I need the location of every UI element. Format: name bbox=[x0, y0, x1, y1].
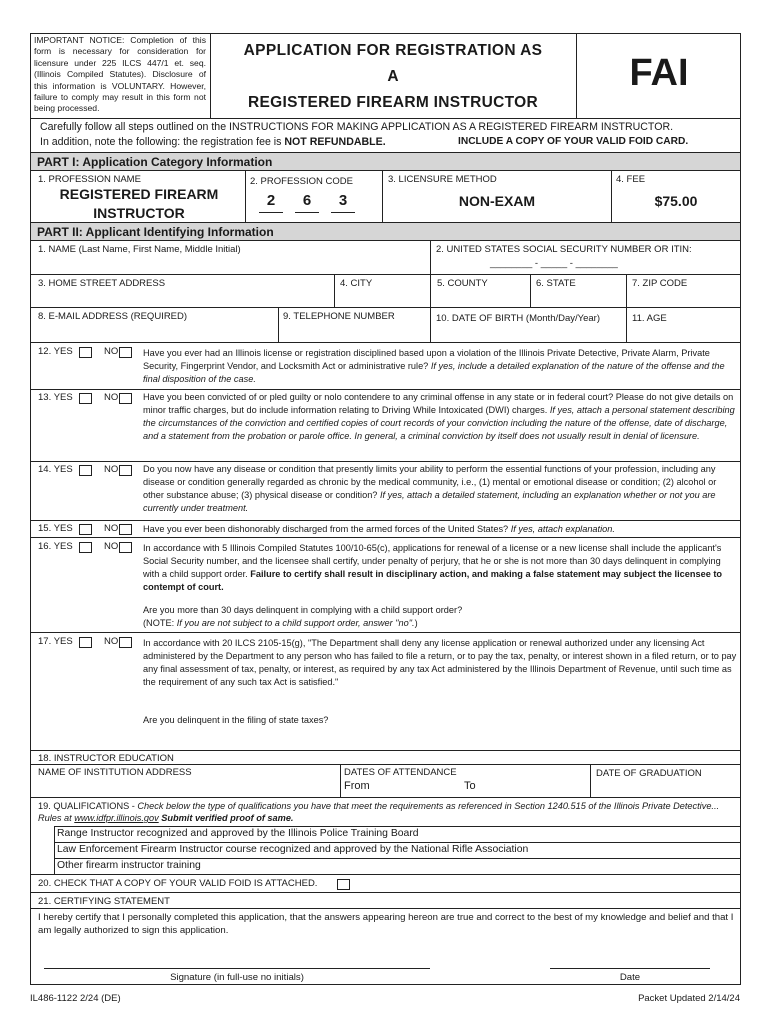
q16-no-label: NO bbox=[104, 541, 119, 552]
city-label: 4. CITY bbox=[340, 278, 373, 289]
qualifications-title bbox=[38, 800, 738, 824]
header-bottom-rule bbox=[30, 118, 741, 119]
qualification-option-nra[interactable]: Law Enforcement Firearm Instructor course recognized and approved by the National Rifle Association bbox=[57, 844, 529, 855]
q14-num bbox=[38, 464, 73, 475]
q17-rule bbox=[30, 750, 741, 751]
q15-text bbox=[143, 523, 739, 536]
part1-title: PART I: Application Category Information bbox=[37, 155, 273, 169]
q14-no-label: NO bbox=[104, 464, 119, 475]
form-title-line2: A bbox=[387, 68, 399, 85]
q17-number: 17. bbox=[38, 636, 52, 647]
packet-updated: Packet Updated 2/14/24 bbox=[638, 993, 740, 1004]
qualification-option-other[interactable]: Other firearm instructor training bbox=[57, 860, 201, 871]
q16-body: In accordance with 5 Illinois Compiled Statutes 100/10-65(c), applications for renewal of a license or a new license shall include the applicant's Social Security number, and the licensee shall certify, under penalty of perjury, that he or she is not more than 30 days delinquent in complying with a child support order. bbox=[143, 543, 722, 579]
profession-code-label: 2. PROFESSION CODE bbox=[250, 176, 353, 187]
age-label: 11. AGE bbox=[632, 313, 667, 324]
q15-no-checkbox[interactable] bbox=[119, 524, 132, 535]
state-label: 6. STATE bbox=[536, 278, 576, 289]
part2-header bbox=[31, 222, 740, 241]
q16-note-text: If you are not subject to a child support order, answer "no". bbox=[176, 618, 415, 628]
p2-rule1 bbox=[30, 274, 741, 275]
q16-number: 16. bbox=[38, 541, 52, 552]
qualification-option-range[interactable]: Range Instructor recognized and approved by the Illinois Police Training Board bbox=[57, 828, 419, 839]
q15-no-label: NO bbox=[104, 523, 119, 534]
profession-name-line2: INSTRUCTOR bbox=[93, 205, 185, 221]
q15-yes-label: YES bbox=[53, 523, 73, 534]
profession-name-label: 1. PROFESSION NAME bbox=[38, 174, 141, 185]
dates-attendance-label: DATES OF ATTENDANCE bbox=[344, 767, 457, 778]
telephone-label: 9. TELEPHONE NUMBER bbox=[283, 311, 395, 322]
certify-title: 21. CERTIFYING STATEMENT bbox=[38, 896, 170, 907]
licensure-method-label: 3. LICENSURE METHOD bbox=[388, 174, 497, 185]
to-label: To bbox=[464, 780, 476, 792]
fee-label: 4. FEE bbox=[616, 174, 646, 185]
p1-div1 bbox=[245, 171, 246, 223]
p2-row3-div2 bbox=[430, 307, 431, 342]
q16-num bbox=[38, 541, 73, 552]
qual-rule0 bbox=[54, 826, 741, 827]
q16-warning: Failure to certify shall result in disciplinary action, and making a false statement may subject the licensee to contempt of court. bbox=[143, 569, 723, 592]
q16-note bbox=[143, 617, 739, 630]
q12-body: Have you ever had an Illinois license or registration disciplined based upon a violation of the Illinois Private Detective, Private Alarm, Private Security, Fingerprint Vendor, and Locksmith Act or administrative rule? bbox=[143, 348, 710, 371]
signature-line[interactable] bbox=[44, 968, 430, 969]
intro-foid-note: INCLUDE A COPY OF YOUR VALID FOID CARD. bbox=[458, 136, 689, 147]
p2-row3-div3 bbox=[626, 307, 627, 342]
certify-text: I hereby certify that I personally completed this application, that the answers appearing hereon are true and correct to the best of my knowledge and belief and that I am legally authorized to sign this application. bbox=[38, 912, 734, 936]
name-label: 1. NAME (Last Name, First Name, Middle Initial) bbox=[38, 244, 241, 255]
ssn-input[interactable]: ________ - _____ - ________ bbox=[490, 258, 618, 269]
qual-rule1 bbox=[54, 842, 741, 843]
q17-no-label: NO bbox=[104, 636, 119, 647]
dob-label: 10. DATE OF BIRTH (Month/Day/Year) bbox=[436, 313, 601, 324]
q15-instruction: If yes, attach explanation. bbox=[510, 524, 615, 534]
signature-label: Signature (in full-use no initials) bbox=[170, 972, 304, 983]
q12-no-label: NO bbox=[104, 346, 119, 357]
q17-text: In accordance with 20 ILCS 2105-15(g), "The Department shall deny any license application or renewal authorized under any licensing Act administered by the Department to any person who has failed to file a return, or to pay the tax, penalty, or interest shown in a filed return, or to pay any final assessment of tax, penalty, or interest, as required by any tax Act administered by the Illinois Department of Revenue, until such time as the requirement of any such tax Act is satisfied." bbox=[143, 638, 737, 687]
q15-num bbox=[38, 523, 73, 534]
county-label: 5. COUNTY bbox=[437, 278, 488, 289]
q17-question: Are you delinquent in the filing of state taxes? bbox=[143, 715, 329, 725]
edu-rule1 bbox=[30, 764, 741, 765]
institution-label: NAME OF INSTITUTION ADDRESS bbox=[38, 767, 192, 778]
form-title-line3: REGISTERED FIREARM INSTRUCTOR bbox=[247, 94, 538, 111]
p2-row2-div2 bbox=[430, 274, 431, 307]
q16-no-checkbox[interactable] bbox=[119, 542, 132, 553]
p2-row2-div4 bbox=[626, 274, 627, 307]
intro-line1: Carefully follow all steps outlined on the INSTRUCTIONS FOR MAKING APPLICATION AS A REGISTERED FIREARM INSTRUCTOR. bbox=[40, 121, 674, 133]
q14-body: Do you now have any disease or condition that presently limits your ability to perform the essential functions of your profession, including any disease or condition generally regarded as chronic by the medical community, i.e., (1) mental or emotional disease or condition; (2) alcohol or other substance abuse; (3) physical disease or condition? bbox=[143, 464, 717, 500]
q13-no-label: NO bbox=[104, 392, 119, 403]
q16-note-prefix: (NOTE: bbox=[143, 618, 175, 628]
from-label: From bbox=[344, 780, 370, 792]
date-label: Date bbox=[619, 972, 641, 983]
q14-number: 14. bbox=[38, 464, 52, 475]
graduation-label: DATE OF GRADUATION bbox=[596, 768, 702, 779]
part2-title: PART II: Applicant Identifying Information bbox=[37, 225, 274, 239]
p2-row2-div3 bbox=[530, 274, 531, 307]
ssn-label: 2. UNITED STATES SOCIAL SECURITY NUMBER OR ITIN: bbox=[436, 244, 692, 255]
q14-text bbox=[143, 463, 739, 515]
qualifications-prefix: 19. QUALIFICATIONS - bbox=[38, 801, 135, 811]
form-code: FAI bbox=[629, 52, 689, 94]
q13-instruction: If yes, attach a personal statement describing the circumstances of the conviction and certified copies of court records of your conviction including the nature of the offense, date of discharge, and a statement from the probation or parole office. In general, a criminal conviction by itself does not usually result in denial of licensure. bbox=[143, 405, 735, 441]
q12-yes-checkbox[interactable] bbox=[79, 347, 92, 358]
qualifications-proof: Submit verified proof of same. bbox=[161, 813, 294, 823]
q13-body: Have you been convicted of or pled guilty or nolo contendere to any criminal offense in any state or in federal court? Please do not give details on minor traffic charges, but do include information relating to Driving While Intoxicated (DWI) charges. bbox=[143, 392, 734, 415]
intro-line2 bbox=[40, 136, 386, 148]
q12-text bbox=[143, 347, 739, 386]
q17-yes-checkbox[interactable] bbox=[79, 637, 92, 648]
p1-div2 bbox=[382, 171, 383, 223]
q17-no-checkbox[interactable] bbox=[119, 637, 132, 648]
q12-number: 12. bbox=[38, 346, 52, 357]
p2-rule2 bbox=[30, 307, 741, 308]
intro-line2-prefix: In addition, note the following: the registration fee is bbox=[40, 136, 282, 148]
q15-yes-checkbox[interactable] bbox=[79, 524, 92, 535]
q16-note-suffix: ) bbox=[414, 618, 418, 628]
p2-rule3 bbox=[30, 342, 741, 343]
idfpr-link[interactable]: www.idfpr.illinois.gov bbox=[74, 813, 159, 823]
q15-body: Have you ever been dishonorably discharged from the armed forces of the United States? bbox=[143, 524, 509, 534]
q15-number: 15. bbox=[38, 523, 52, 534]
q13-text bbox=[143, 391, 739, 443]
q16-text bbox=[143, 542, 739, 594]
important-notice: IMPORTANT NOTICE: Completion of this form is necessary for consideration for licensure under 225 ILCS 447/1 et. seq. (Illinois Compiled Statutes). Disclosure of this information is VOLUNTARY. However, failure to comply may result in this form not being processed. bbox=[34, 35, 206, 114]
fee-value: $75.00 bbox=[654, 193, 698, 209]
q12-no-checkbox[interactable] bbox=[119, 347, 132, 358]
qualifications-instruction: Check below the type of qualifications you have that meet the requirements as referenced in Section 1240.515 of the Illinois Private Detective... Rules at bbox=[38, 801, 720, 823]
q16-yes-label: YES bbox=[53, 541, 73, 552]
q12-num bbox=[38, 346, 73, 357]
q13-rule bbox=[30, 461, 741, 462]
foid-label: 20. CHECK THAT A COPY OF YOUR VALID FOID IS ATTACHED. bbox=[38, 878, 318, 889]
certify-rule bbox=[30, 908, 741, 909]
part1-header bbox=[31, 152, 740, 171]
q12-rule bbox=[30, 389, 741, 390]
p2-row2-div1 bbox=[334, 274, 335, 307]
q14-rule bbox=[30, 520, 741, 521]
q14-yes-checkbox[interactable] bbox=[79, 465, 92, 476]
q14-instruction: If yes, attach a detailed statement, including an explanation whether or not you are currently under treatment. bbox=[143, 490, 716, 513]
q13-no-checkbox[interactable] bbox=[119, 393, 132, 404]
p2-row1-div bbox=[430, 241, 431, 274]
code-underline-1 bbox=[259, 212, 283, 213]
home-address-label: 3. HOME STREET ADDRESS bbox=[38, 278, 166, 289]
edu-div2 bbox=[590, 764, 591, 797]
q16-rule bbox=[30, 632, 741, 633]
licensure-method-value: NON-EXAM bbox=[458, 193, 536, 209]
q13-num bbox=[38, 392, 73, 403]
foid-checkbox[interactable] bbox=[337, 879, 350, 890]
form-id: IL486-1122 2/24 (DE) bbox=[30, 993, 121, 1004]
q13-yes-checkbox[interactable] bbox=[79, 393, 92, 404]
education-title: 18. INSTRUCTOR EDUCATION bbox=[38, 753, 174, 764]
edu-rule2 bbox=[30, 797, 741, 798]
q13-yes-label: YES bbox=[53, 392, 73, 403]
profession-code-digit-2: 6 bbox=[302, 192, 312, 209]
foid-rule bbox=[30, 892, 741, 893]
email-label: 8. E-MAIL ADDRESS (REQUIRED) bbox=[38, 311, 188, 322]
profession-code-digit-1: 2 bbox=[266, 192, 276, 209]
q17-yes-label: YES bbox=[53, 636, 73, 647]
q14-yes-label: YES bbox=[53, 464, 73, 475]
q12-yes-label: YES bbox=[53, 346, 73, 357]
q15-rule bbox=[30, 537, 741, 538]
intro-not-refundable: NOT REFUNDABLE. bbox=[284, 136, 386, 148]
q16-yes-checkbox[interactable] bbox=[79, 542, 92, 553]
q17-num bbox=[38, 636, 73, 647]
edu-div1 bbox=[340, 764, 341, 797]
code-underline-2 bbox=[295, 212, 319, 213]
q16-question: Are you more than 30 days delinquent in complying with a child support order? bbox=[143, 605, 463, 615]
date-line[interactable] bbox=[550, 968, 710, 969]
qual-rule2 bbox=[54, 858, 741, 859]
qual-leftbar bbox=[54, 826, 55, 874]
profession-code-digit-3: 3 bbox=[338, 192, 348, 209]
zip-label: 7. ZIP CODE bbox=[632, 278, 688, 289]
profession-name-line1: REGISTERED FIREARM bbox=[59, 186, 219, 202]
qual-rule3 bbox=[30, 874, 741, 875]
p1-div3 bbox=[611, 171, 612, 223]
code-underline-3 bbox=[331, 212, 355, 213]
form-title-line1: APPLICATION FOR REGISTRATION AS bbox=[243, 42, 543, 59]
p2-row3-div1 bbox=[278, 307, 279, 342]
q13-number: 13. bbox=[38, 392, 52, 403]
q14-no-checkbox[interactable] bbox=[119, 465, 132, 476]
profession-name-value bbox=[34, 185, 244, 223]
q12-instruction: If yes, include a detailed explanation of the nature of the offense and the final disposition of the case. bbox=[143, 361, 725, 384]
